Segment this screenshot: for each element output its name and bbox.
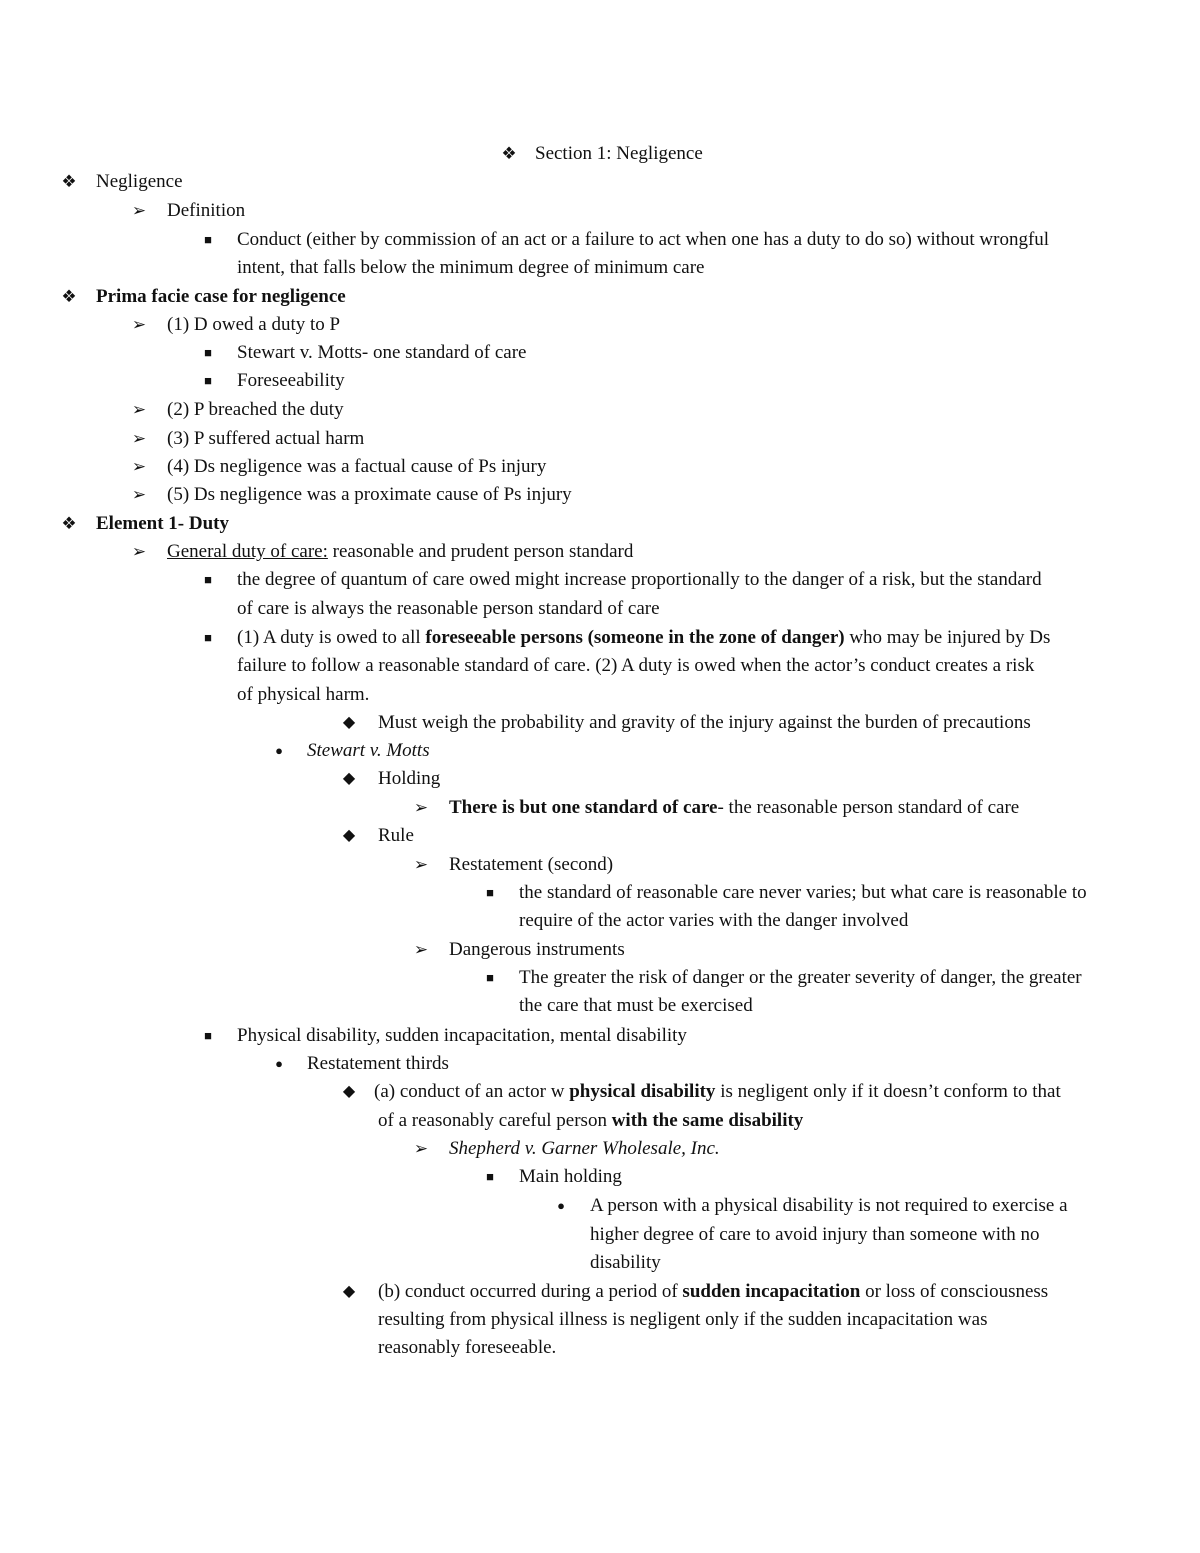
quantum-line2: of care is always the reasonable person standard of care xyxy=(237,598,660,619)
arrow-bullet-icon: ➢ xyxy=(131,315,147,334)
arrow-bullet-icon: ➢ xyxy=(131,457,147,476)
rule-b-line3: reasonably foreseeable. xyxy=(378,1337,557,1358)
arrow-bullet-icon: ➢ xyxy=(413,798,429,817)
restatement-thirds-label: Restatement thirds xyxy=(307,1053,449,1074)
square-bullet-icon: ■ xyxy=(204,572,212,587)
arrow-bullet-icon: ➢ xyxy=(413,940,429,959)
clover-bullet-icon: ❖ xyxy=(61,172,77,191)
arrow-bullet-icon: ➢ xyxy=(131,485,147,504)
dangerous-instruments-label: Dangerous instruments xyxy=(449,939,625,960)
diamond-bullet-icon: ◆ xyxy=(342,770,356,787)
element-1-sub1: Stewart v. Motts- one standard of care xyxy=(237,342,527,363)
square-bullet-icon: ■ xyxy=(204,1028,212,1043)
holding-label: Holding xyxy=(378,768,441,789)
main-holding-line3: disability xyxy=(590,1252,661,1273)
arrow-bullet-icon: ➢ xyxy=(131,400,147,419)
diamond-bullet-icon: ◆ xyxy=(342,714,356,731)
disability-label: Physical disability, sudden incapacitation, mental disability xyxy=(237,1025,687,1046)
heading-negligence: Negligence xyxy=(96,171,183,192)
definition-text-line1: Conduct (either by commission of an act or a failure to act when one has a duty to do so) without wrongful xyxy=(237,229,1050,250)
square-bullet-icon: ■ xyxy=(486,970,494,985)
heading-duty: Element 1- Duty xyxy=(96,513,229,534)
dot-bullet-icon: ● xyxy=(275,743,283,758)
page-title: Section 1: Negligence xyxy=(535,143,703,164)
general-duty-line: General duty of care: reasonable and prudent person standard xyxy=(167,541,634,562)
main-holding-label: Main holding xyxy=(519,1166,622,1187)
duty-owed-line1: (1) A duty is owed to all foreseeable persons (someone in the zone of danger) who may be injured by Ds xyxy=(237,627,1051,648)
definition-label: Definition xyxy=(167,200,246,221)
arrow-bullet-icon: ➢ xyxy=(413,1139,429,1158)
restatement-text-line1: the standard of reasonable care never varies; but what care is reasonable to xyxy=(519,882,1087,903)
dot-bullet-icon: ● xyxy=(275,1056,283,1071)
main-holding-line2: higher degree of care to avoid injury than someone with no xyxy=(590,1224,1040,1245)
arrow-bullet-icon: ➢ xyxy=(131,429,147,448)
dangerous-text-line2: the care that must be exercised xyxy=(519,995,753,1016)
clover-bullet-icon: ❖ xyxy=(61,514,77,533)
arrow-bullet-icon: ➢ xyxy=(131,542,147,561)
diamond-bullet-icon: ◆ xyxy=(342,1083,356,1100)
square-bullet-icon: ■ xyxy=(204,345,212,360)
stewart-case-name: Stewart v. Motts xyxy=(307,740,430,761)
duty-owed-line2: failure to follow a reasonable standard of care. (2) A duty is owed when the actor’s conduct creates a risk xyxy=(237,655,1035,676)
restatement-text-line2: require of the actor varies with the danger involved xyxy=(519,910,909,931)
restatement-second-label: Restatement (second) xyxy=(449,854,614,875)
definition-text-line2: intent, that falls below the minimum degree of minimum care xyxy=(237,257,705,278)
square-bullet-icon: ■ xyxy=(204,373,212,388)
element-2: (2) P breached the duty xyxy=(167,399,344,420)
arrow-bullet-icon: ➢ xyxy=(413,855,429,874)
dot-bullet-icon: ● xyxy=(557,1198,565,1213)
dangerous-text-line1: The greater the risk of danger or the greater severity of danger, the greater xyxy=(519,967,1082,988)
element-4: (4) Ds negligence was a factual cause of Ps injury xyxy=(167,456,547,477)
holding-text: There is but one standard of care- the reasonable person standard of care xyxy=(449,797,1020,818)
rule-b-line1: (b) conduct occurred during a period of sudden incapacitation or loss of consciousness xyxy=(378,1281,1049,1302)
square-bullet-icon: ■ xyxy=(204,232,212,247)
heading-prima-facie: Prima facie case for negligence xyxy=(96,286,346,307)
quantum-line1: the degree of quantum of care owed might increase proportionally to the danger of a risk, but the standard xyxy=(237,569,1042,590)
element-3: (3) P suffered actual harm xyxy=(167,428,365,449)
diamond-bullet-icon: ◆ xyxy=(342,827,356,844)
rule-b-line2: resulting from physical illness is negligent only if the sudden incapacitation was xyxy=(378,1309,988,1330)
clover-bullet-icon: ❖ xyxy=(501,144,517,163)
weigh-line: Must weigh the probability and gravity of the injury against the burden of precautions xyxy=(378,712,1031,733)
element-1-sub2: Foreseeability xyxy=(237,370,345,391)
square-bullet-icon: ■ xyxy=(486,885,494,900)
diamond-bullet-icon: ◆ xyxy=(342,1283,356,1300)
main-holding-line1: A person with a physical disability is not required to exercise a xyxy=(590,1195,1068,1216)
square-bullet-icon: ■ xyxy=(486,1169,494,1184)
rule-label: Rule xyxy=(378,825,414,846)
shepherd-case-name: Shepherd v. Garner Wholesale, Inc. xyxy=(449,1138,720,1159)
duty-owed-line3: of physical harm. xyxy=(237,684,370,705)
clover-bullet-icon: ❖ xyxy=(61,287,77,306)
arrow-bullet-icon: ➢ xyxy=(131,201,147,220)
rule-a-line2: of a reasonably careful person with the same disability xyxy=(378,1110,804,1131)
square-bullet-icon: ■ xyxy=(204,630,212,645)
element-1: (1) D owed a duty to P xyxy=(167,314,341,335)
rule-a-line1: (a) conduct of an actor w physical disability is negligent only if it doesn’t conform to that xyxy=(374,1081,1061,1102)
element-5: (5) Ds negligence was a proximate cause of Ps injury xyxy=(167,484,572,505)
